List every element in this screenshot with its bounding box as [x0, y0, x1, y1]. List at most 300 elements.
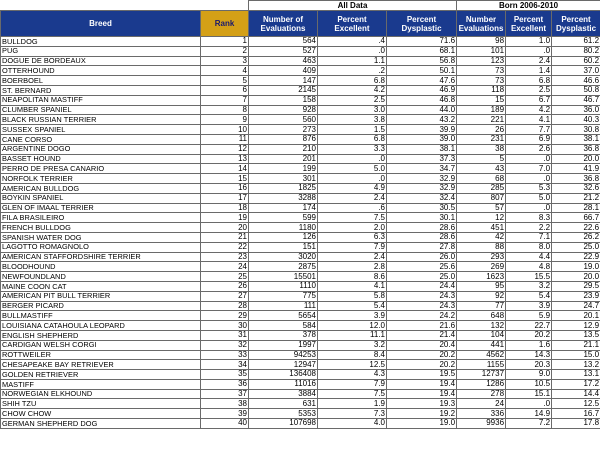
evaluations-cell: 928 — [249, 105, 318, 115]
percent-dysplastic-cell: 24.4 — [387, 281, 457, 291]
born-excellent-cell: 15.5 — [506, 272, 552, 282]
column-header-evaluations: Number of Evaluations — [249, 11, 318, 37]
table-row — [1, 281, 600, 291]
born-dysplastic-cell: 13.5 — [552, 330, 600, 340]
percent-dysplastic-cell: 25.6 — [387, 262, 457, 272]
born-evaluations-cell: 5 — [457, 154, 506, 164]
rank-cell: 13 — [201, 154, 249, 164]
table-row — [1, 193, 600, 203]
born-dysplastic-cell: 23.9 — [552, 291, 600, 301]
group-header-born: Born 2006-2010 — [457, 1, 600, 11]
evaluations-cell: 560 — [249, 115, 318, 125]
born-excellent-cell: 4.8 — [506, 262, 552, 272]
born-evaluations-cell: 42 — [457, 232, 506, 242]
percent-excellent-cell: .0 — [318, 174, 387, 184]
born-dysplastic-cell: 40.3 — [552, 115, 600, 125]
evaluations-cell: 2145 — [249, 85, 318, 95]
born-excellent-cell: 9.0 — [506, 370, 552, 380]
born-excellent-cell: 4.4 — [506, 252, 552, 262]
born-dysplastic-cell: 61.2 — [552, 37, 600, 47]
column-header-breed: Breed — [1, 11, 201, 37]
evaluations-cell: 158 — [249, 95, 318, 105]
breed-cell: BULLDOG — [1, 37, 201, 47]
percent-dysplastic-cell: 71.6 — [387, 37, 457, 47]
breed-cell: BOERBOEL — [1, 76, 201, 86]
born-evaluations-cell: 95 — [457, 281, 506, 291]
percent-dysplastic-cell: 19.4 — [387, 379, 457, 389]
born-excellent-cell: 4.1 — [506, 115, 552, 125]
table-row — [1, 272, 600, 282]
percent-excellent-cell: 11.1 — [318, 330, 387, 340]
born-excellent-cell: 5.9 — [506, 311, 552, 321]
breed-cell: BERGER PICARD — [1, 301, 201, 311]
breed-cell: BLACK RUSSIAN TERRIER — [1, 115, 201, 125]
percent-excellent-cell: .4 — [318, 37, 387, 47]
breed-cell: ARGENTINE DOGO — [1, 144, 201, 154]
breed-cell: PERRO DE PRESA CANARIO — [1, 164, 201, 174]
born-evaluations-cell: 73 — [457, 66, 506, 76]
percent-excellent-cell: 3.0 — [318, 105, 387, 115]
born-evaluations-cell: 1286 — [457, 379, 506, 389]
table-row — [1, 419, 600, 429]
rank-cell: 4 — [201, 66, 249, 76]
table-row — [1, 409, 600, 419]
percent-excellent-cell: 5.0 — [318, 164, 387, 174]
born-dysplastic-cell: 22.9 — [552, 252, 600, 262]
born-excellent-cell: 15.1 — [506, 389, 552, 399]
table-row — [1, 242, 600, 252]
born-excellent-cell: 6.8 — [506, 76, 552, 86]
percent-excellent-cell: 8.4 — [318, 350, 387, 360]
percent-dysplastic-cell: 34.7 — [387, 164, 457, 174]
born-evaluations-cell: 92 — [457, 291, 506, 301]
breed-cell: NORFOLK TERRIER — [1, 174, 201, 184]
percent-excellent-cell: .2 — [318, 66, 387, 76]
evaluations-cell: 107698 — [249, 419, 318, 429]
table-row — [1, 154, 600, 164]
column-header-born-dysplastic: Percent Dysplastic — [552, 11, 600, 37]
table-row — [1, 360, 600, 370]
rank-cell: 9 — [201, 115, 249, 125]
rank-cell: 33 — [201, 350, 249, 360]
evaluations-cell: 3288 — [249, 193, 318, 203]
percent-dysplastic-cell: 37.3 — [387, 154, 457, 164]
rank-cell: 40 — [201, 419, 249, 429]
born-evaluations-cell: 118 — [457, 85, 506, 95]
rank-cell: 32 — [201, 340, 249, 350]
percent-excellent-cell: .6 — [318, 203, 387, 213]
percent-excellent-cell: 7.9 — [318, 379, 387, 389]
evaluations-cell: 151 — [249, 242, 318, 252]
rank-cell: 12 — [201, 144, 249, 154]
table-row — [1, 252, 600, 262]
evaluations-cell: 126 — [249, 232, 318, 242]
born-excellent-cell: 5.0 — [506, 193, 552, 203]
percent-excellent-cell: 4.1 — [318, 281, 387, 291]
evaluations-cell: 631 — [249, 399, 318, 409]
percent-dysplastic-cell: 19.5 — [387, 370, 457, 380]
born-excellent-cell: 8.3 — [506, 213, 552, 223]
table-row — [1, 76, 600, 86]
percent-dysplastic-cell: 44.0 — [387, 105, 457, 115]
percent-dysplastic-cell: 27.8 — [387, 242, 457, 252]
breed-cell: MAINE COON CAT — [1, 281, 201, 291]
rank-cell: 20 — [201, 223, 249, 233]
breed-cell: LOUISIANA CATAHOULA LEOPARD — [1, 321, 201, 331]
born-evaluations-cell: 451 — [457, 223, 506, 233]
breed-cell: PUG — [1, 46, 201, 56]
table-row — [1, 340, 600, 350]
born-evaluations-cell: 24 — [457, 399, 506, 409]
born-excellent-cell: 3.2 — [506, 281, 552, 291]
percent-dysplastic-cell: 28.6 — [387, 232, 457, 242]
percent-dysplastic-cell: 47.6 — [387, 76, 457, 86]
percent-excellent-cell: 3.8 — [318, 115, 387, 125]
born-evaluations-cell: 221 — [457, 115, 506, 125]
born-dysplastic-cell: 46.6 — [552, 76, 600, 86]
rank-cell: 11 — [201, 134, 249, 144]
evaluations-cell: 15501 — [249, 272, 318, 282]
percent-dysplastic-cell: 46.9 — [387, 85, 457, 95]
percent-excellent-cell: 6.3 — [318, 232, 387, 242]
born-dysplastic-cell: 12.9 — [552, 321, 600, 331]
percent-dysplastic-cell: 19.2 — [387, 409, 457, 419]
percent-excellent-cell: 6.8 — [318, 76, 387, 86]
percent-dysplastic-cell: 38.1 — [387, 144, 457, 154]
born-excellent-cell: 1.4 — [506, 66, 552, 76]
evaluations-cell: 12947 — [249, 360, 318, 370]
evaluations-cell: 876 — [249, 134, 318, 144]
born-dysplastic-cell: 17.8 — [552, 419, 600, 429]
table-row — [1, 183, 600, 193]
born-evaluations-cell: 104 — [457, 330, 506, 340]
born-dysplastic-cell: 20.0 — [552, 154, 600, 164]
table-row — [1, 223, 600, 233]
born-excellent-cell: 14.3 — [506, 350, 552, 360]
born-dysplastic-cell: 36.8 — [552, 174, 600, 184]
born-evaluations-cell: 26 — [457, 125, 506, 135]
born-dysplastic-cell: 20.1 — [552, 311, 600, 321]
rank-cell: 1 — [201, 37, 249, 47]
evaluations-cell: 775 — [249, 291, 318, 301]
born-evaluations-cell: 38 — [457, 144, 506, 154]
born-excellent-cell: 2.2 — [506, 223, 552, 233]
born-excellent-cell: 8.0 — [506, 242, 552, 252]
born-dysplastic-cell: 80.2 — [552, 46, 600, 56]
column-header-percent-dysplastic: Percent Dysplastic — [387, 11, 457, 37]
evaluations-cell: 409 — [249, 66, 318, 76]
born-excellent-cell: 10.5 — [506, 379, 552, 389]
born-evaluations-cell: 1623 — [457, 272, 506, 282]
born-excellent-cell: 5.4 — [506, 291, 552, 301]
evaluations-cell: 199 — [249, 164, 318, 174]
table-row — [1, 125, 600, 135]
rank-cell: 17 — [201, 193, 249, 203]
rank-cell: 14 — [201, 164, 249, 174]
rank-cell: 37 — [201, 389, 249, 399]
table-row — [1, 164, 600, 174]
table-row — [1, 321, 600, 331]
rank-cell: 7 — [201, 95, 249, 105]
evaluations-cell: 3884 — [249, 389, 318, 399]
born-dysplastic-cell: 12.5 — [552, 399, 600, 409]
table-row — [1, 203, 600, 213]
born-evaluations-cell: 77 — [457, 301, 506, 311]
percent-dysplastic-cell: 24.3 — [387, 301, 457, 311]
table-row — [1, 115, 600, 125]
percent-dysplastic-cell: 56.8 — [387, 56, 457, 66]
percent-dysplastic-cell: 68.1 — [387, 46, 457, 56]
group-header-row — [1, 1, 600, 11]
rank-cell: 28 — [201, 301, 249, 311]
table-row — [1, 232, 600, 242]
born-dysplastic-cell: 60.2 — [552, 56, 600, 66]
evaluations-cell: 301 — [249, 174, 318, 184]
breed-cell: AMERICAN STAFFORDSHIRE TERRIER — [1, 252, 201, 262]
table-row — [1, 301, 600, 311]
born-excellent-cell: 22.7 — [506, 321, 552, 331]
born-dysplastic-cell: 29.5 — [552, 281, 600, 291]
rank-cell: 10 — [201, 125, 249, 135]
evaluations-cell: 210 — [249, 144, 318, 154]
rank-cell: 31 — [201, 330, 249, 340]
percent-dysplastic-cell: 32.4 — [387, 193, 457, 203]
born-evaluations-cell: 15 — [457, 95, 506, 105]
breed-cell: BASSET HOUND — [1, 154, 201, 164]
born-excellent-cell: .0 — [506, 399, 552, 409]
table-row — [1, 291, 600, 301]
born-evaluations-cell: 101 — [457, 46, 506, 56]
percent-excellent-cell: 5.4 — [318, 301, 387, 311]
born-excellent-cell: 7.7 — [506, 125, 552, 135]
percent-dysplastic-cell: 20.2 — [387, 360, 457, 370]
percent-dysplastic-cell: 30.1 — [387, 213, 457, 223]
born-dysplastic-cell: 26.2 — [552, 232, 600, 242]
percent-excellent-cell: 4.0 — [318, 419, 387, 429]
rank-cell: 34 — [201, 360, 249, 370]
group-header-blank — [1, 1, 249, 11]
breed-cell: SUSSEX SPANIEL — [1, 125, 201, 135]
breed-cell: GERMAN SHEPHERD DOG — [1, 419, 201, 429]
breed-cell: BOYKIN SPANIEL — [1, 193, 201, 203]
percent-dysplastic-cell: 39.0 — [387, 134, 457, 144]
percent-dysplastic-cell: 39.9 — [387, 125, 457, 135]
rank-cell: 21 — [201, 232, 249, 242]
born-evaluations-cell: 12737 — [457, 370, 506, 380]
percent-excellent-cell: 4.9 — [318, 183, 387, 193]
rank-cell: 2 — [201, 46, 249, 56]
percent-dysplastic-cell: 21.6 — [387, 321, 457, 331]
table-row — [1, 330, 600, 340]
rank-cell: 8 — [201, 105, 249, 115]
column-header-row — [1, 11, 600, 37]
rank-cell: 29 — [201, 311, 249, 321]
evaluations-cell: 2875 — [249, 262, 318, 272]
born-dysplastic-cell: 41.9 — [552, 164, 600, 174]
born-dysplastic-cell: 14.4 — [552, 389, 600, 399]
born-dysplastic-cell: 36.8 — [552, 144, 600, 154]
breed-cell: FILA BRASILEIRO — [1, 213, 201, 223]
table-row — [1, 66, 600, 76]
born-excellent-cell: 6.9 — [506, 134, 552, 144]
percent-dysplastic-cell: 43.2 — [387, 115, 457, 125]
table-row — [1, 46, 600, 56]
table-row — [1, 37, 600, 47]
percent-dysplastic-cell: 20.4 — [387, 340, 457, 350]
born-dysplastic-cell: 17.2 — [552, 379, 600, 389]
breed-cell: MASTIFF — [1, 379, 201, 389]
born-dysplastic-cell: 24.7 — [552, 301, 600, 311]
percent-excellent-cell: 1.9 — [318, 399, 387, 409]
percent-excellent-cell: 7.9 — [318, 242, 387, 252]
table-row — [1, 399, 600, 409]
born-excellent-cell: 7.1 — [506, 232, 552, 242]
evaluations-cell: 94253 — [249, 350, 318, 360]
percent-dysplastic-cell: 24.3 — [387, 291, 457, 301]
born-evaluations-cell: 807 — [457, 193, 506, 203]
table-row — [1, 311, 600, 321]
born-excellent-cell: 4.2 — [506, 105, 552, 115]
rank-cell: 36 — [201, 379, 249, 389]
table-row — [1, 85, 600, 95]
born-evaluations-cell: 4562 — [457, 350, 506, 360]
percent-excellent-cell: 12.0 — [318, 321, 387, 331]
percent-excellent-cell: 7.3 — [318, 409, 387, 419]
born-dysplastic-cell: 13.2 — [552, 360, 600, 370]
rank-cell: 27 — [201, 291, 249, 301]
born-evaluations-cell: 648 — [457, 311, 506, 321]
percent-dysplastic-cell: 19.3 — [387, 399, 457, 409]
table-row — [1, 174, 600, 184]
percent-excellent-cell: 7.5 — [318, 213, 387, 223]
born-dysplastic-cell: 21.2 — [552, 193, 600, 203]
born-excellent-cell: 2.6 — [506, 144, 552, 154]
percent-excellent-cell: 7.5 — [318, 389, 387, 399]
rank-cell: 24 — [201, 262, 249, 272]
percent-dysplastic-cell: 19.4 — [387, 389, 457, 399]
born-dysplastic-cell: 13.1 — [552, 370, 600, 380]
breed-cell: LAGOTTO ROMAGNOLO — [1, 242, 201, 252]
born-dysplastic-cell: 38.1 — [552, 134, 600, 144]
born-evaluations-cell: 441 — [457, 340, 506, 350]
evaluations-cell: 136408 — [249, 370, 318, 380]
table-row — [1, 56, 600, 66]
breed-cell: SPANISH WATER DOG — [1, 232, 201, 242]
breed-cell: SHIH TZU — [1, 399, 201, 409]
evaluations-cell: 174 — [249, 203, 318, 213]
table-row — [1, 105, 600, 115]
percent-excellent-cell: 2.0 — [318, 223, 387, 233]
percent-excellent-cell: 2.4 — [318, 252, 387, 262]
born-evaluations-cell: 285 — [457, 183, 506, 193]
breed-cell: ROTTWEILER — [1, 350, 201, 360]
percent-excellent-cell: 6.8 — [318, 134, 387, 144]
rank-cell: 35 — [201, 370, 249, 380]
born-evaluations-cell: 57 — [457, 203, 506, 213]
born-dysplastic-cell: 32.6 — [552, 183, 600, 193]
rank-cell: 30 — [201, 321, 249, 331]
table-row — [1, 379, 600, 389]
evaluations-cell: 584 — [249, 321, 318, 331]
born-evaluations-cell: 189 — [457, 105, 506, 115]
evaluations-cell: 527 — [249, 46, 318, 56]
rank-cell: 25 — [201, 272, 249, 282]
evaluations-cell: 5353 — [249, 409, 318, 419]
breed-cell: NEWFOUNDLAND — [1, 272, 201, 282]
born-evaluations-cell: 293 — [457, 252, 506, 262]
percent-dysplastic-cell: 32.9 — [387, 183, 457, 193]
born-excellent-cell: 6.7 — [506, 95, 552, 105]
born-excellent-cell: .0 — [506, 46, 552, 56]
born-dysplastic-cell: 37.0 — [552, 66, 600, 76]
percent-dysplastic-cell: 26.0 — [387, 252, 457, 262]
breed-cell: NORWEGIAN ELKHOUND — [1, 389, 201, 399]
percent-dysplastic-cell: 20.2 — [387, 350, 457, 360]
breed-cell: GLEN OF IMAAL TERRIER — [1, 203, 201, 213]
percent-dysplastic-cell: 21.4 — [387, 330, 457, 340]
breed-cell: CHESAPEAKE BAY RETRIEVER — [1, 360, 201, 370]
percent-excellent-cell: 12.5 — [318, 360, 387, 370]
born-dysplastic-cell: 22.6 — [552, 223, 600, 233]
percent-excellent-cell: 3.2 — [318, 340, 387, 350]
evaluations-cell: 3020 — [249, 252, 318, 262]
breed-cell: ENGLISH SHEPHERD — [1, 330, 201, 340]
percent-excellent-cell: .0 — [318, 154, 387, 164]
column-header-born-excellent: Percent Excellent — [506, 11, 552, 37]
percent-dysplastic-cell: 28.6 — [387, 223, 457, 233]
breed-cell: GOLDEN RETRIEVER — [1, 370, 201, 380]
born-evaluations-cell: 73 — [457, 76, 506, 86]
born-evaluations-cell: 43 — [457, 164, 506, 174]
table-row — [1, 262, 600, 272]
group-header-all-data: All Data — [249, 1, 457, 11]
born-excellent-cell: .0 — [506, 203, 552, 213]
born-excellent-cell: 2.5 — [506, 85, 552, 95]
evaluations-cell: 1825 — [249, 183, 318, 193]
born-evaluations-cell: 336 — [457, 409, 506, 419]
breed-cell: DOGUE DE BORDEAUX — [1, 56, 201, 66]
born-dysplastic-cell: 21.1 — [552, 340, 600, 350]
breed-cell: NEAPOLITAN MASTIFF — [1, 95, 201, 105]
born-dysplastic-cell: 15.0 — [552, 350, 600, 360]
born-dysplastic-cell: 28.1 — [552, 203, 600, 213]
percent-dysplastic-cell: 50.1 — [387, 66, 457, 76]
born-excellent-cell: 1.0 — [506, 37, 552, 47]
born-excellent-cell: .0 — [506, 174, 552, 184]
percent-excellent-cell: 8.6 — [318, 272, 387, 282]
column-header-rank: Rank — [201, 11, 249, 37]
table-row — [1, 134, 600, 144]
born-dysplastic-cell: 19.0 — [552, 262, 600, 272]
born-excellent-cell: 20.2 — [506, 330, 552, 340]
breed-cell: AMERICAN PIT BULL TERRIER — [1, 291, 201, 301]
evaluations-cell: 378 — [249, 330, 318, 340]
evaluations-cell: 1997 — [249, 340, 318, 350]
breed-cell: BLOODHOUND — [1, 262, 201, 272]
table-row — [1, 213, 600, 223]
breed-cell: CHOW CHOW — [1, 409, 201, 419]
born-dysplastic-cell: 20.0 — [552, 272, 600, 282]
evaluations-cell: 201 — [249, 154, 318, 164]
table-body — [1, 37, 600, 429]
percent-excellent-cell: 2.8 — [318, 262, 387, 272]
born-dysplastic-cell: 16.7 — [552, 409, 600, 419]
percent-dysplastic-cell: 46.8 — [387, 95, 457, 105]
born-evaluations-cell: 123 — [457, 56, 506, 66]
evaluations-cell: 599 — [249, 213, 318, 223]
percent-excellent-cell: 3.9 — [318, 311, 387, 321]
percent-excellent-cell: 2.4 — [318, 193, 387, 203]
